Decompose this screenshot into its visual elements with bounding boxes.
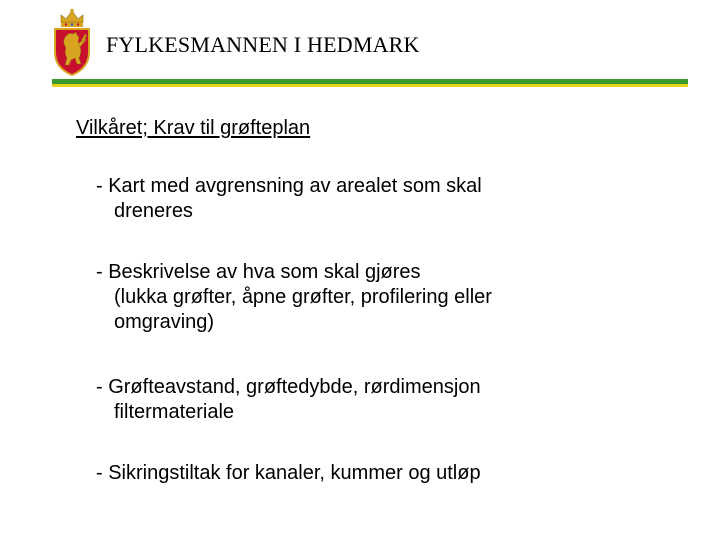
bullet-line: - Kart med avgrensning av arealet som skal — [96, 175, 482, 197]
bullet-ditch-spacing — [96, 375, 481, 425]
bullet-map — [96, 174, 482, 224]
bullet-line: - Grøfteavstand, grøftedybde, rørdimensjon — [96, 376, 481, 398]
bullet-line-continuation: filtermateriale — [114, 401, 235, 423]
organization-name: FYLKESMANNEN I HEDMARK — [106, 32, 420, 57]
bullet-line-continuation: dreneres — [114, 200, 193, 222]
norwegian-coat-of-arms-icon — [52, 8, 92, 76]
crown-icon — [61, 9, 83, 27]
bullet-safety-measures — [96, 461, 481, 486]
header-divider-yellow — [52, 84, 688, 87]
bullet-line-continuation: (lukka grøfter, åpne grøfter, profilering eller — [114, 286, 492, 308]
bullet-description — [96, 260, 492, 335]
bullet-line-continuation: omgraving) — [114, 311, 215, 333]
bullet-line: - Beskrivelse av hva som skal gjøres — [96, 261, 421, 283]
slide-title: Vilkåret; Krav til grøfteplan — [76, 117, 311, 139]
bullet-line: - Sikringstiltak for kanaler, kummer og utløp — [96, 462, 481, 484]
